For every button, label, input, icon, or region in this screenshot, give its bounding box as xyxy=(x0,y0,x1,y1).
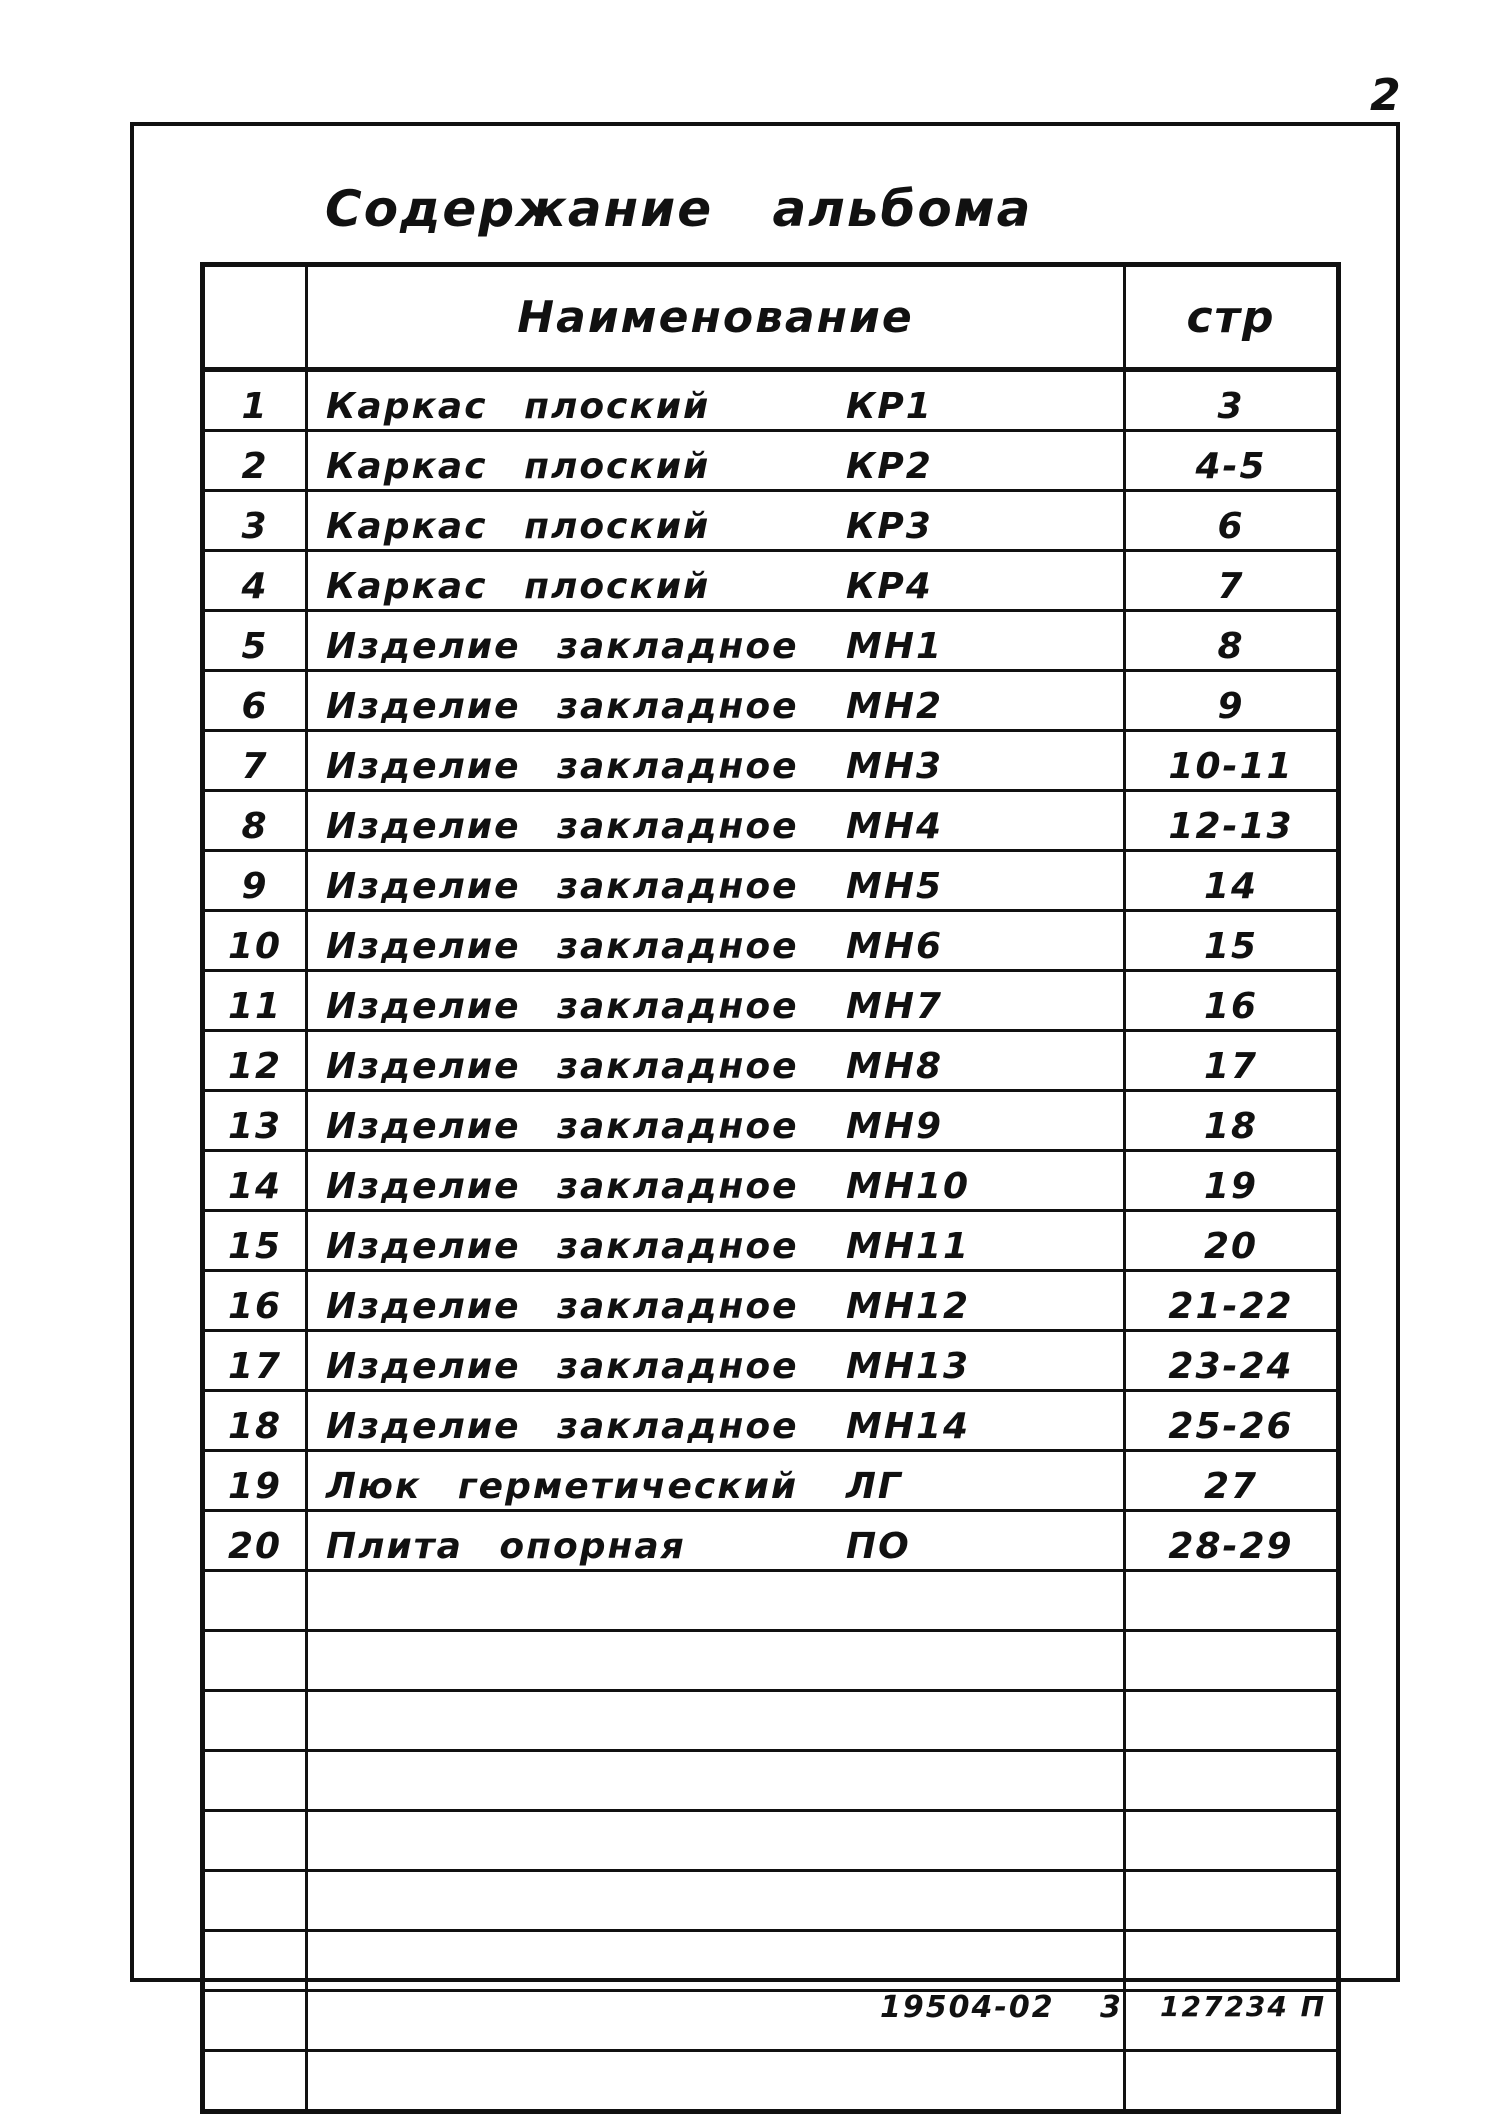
contents-table xyxy=(200,262,1341,2114)
item-description: Изделие закладное xyxy=(326,1226,799,1267)
row-page xyxy=(1125,1571,1339,1631)
row-number: 14 xyxy=(203,1151,307,1211)
row-page: 6 xyxy=(1125,491,1339,551)
table-row xyxy=(203,1331,1339,1391)
item-mark: ПО xyxy=(846,1526,911,1567)
row-name xyxy=(307,431,1125,491)
item-mark: КР1 xyxy=(846,386,933,427)
table-row xyxy=(203,1751,1339,1811)
row-number: 11 xyxy=(203,971,307,1031)
item-mark: МН5 xyxy=(846,866,944,907)
item-description: Плита опорная xyxy=(326,1526,686,1567)
row-name xyxy=(307,1031,1125,1091)
item-mark: КР3 xyxy=(846,506,933,547)
row-number: 4 xyxy=(203,551,307,611)
item-description: Изделие закладное xyxy=(326,1166,799,1207)
table-header-row xyxy=(203,265,1339,370)
row-number: 16 xyxy=(203,1271,307,1331)
header-page: стр xyxy=(1125,265,1339,370)
row-number: 10 xyxy=(203,911,307,971)
row-name xyxy=(307,1571,1125,1631)
row-name xyxy=(307,911,1125,971)
row-page: 18 xyxy=(1125,1091,1339,1151)
row-page: 8 xyxy=(1125,611,1339,671)
row-number xyxy=(203,1631,307,1691)
item-description: Изделие закладное xyxy=(326,806,799,847)
row-number xyxy=(203,1811,307,1871)
table-row xyxy=(203,1931,1339,1991)
row-name xyxy=(307,1151,1125,1211)
row-name xyxy=(307,370,1125,431)
page-number: 2 xyxy=(1370,70,1403,121)
item-description: Изделие закладное xyxy=(326,986,799,1027)
item-description: Каркас плоский xyxy=(326,386,711,427)
item-mark: ЛГ xyxy=(846,1466,903,1507)
row-number: 3 xyxy=(203,491,307,551)
row-page: 9 xyxy=(1125,671,1339,731)
row-page: 25-26 xyxy=(1125,1391,1339,1451)
sheet-number: 3 xyxy=(1100,1990,1123,2025)
item-description: Изделие закладное xyxy=(326,926,799,967)
row-number: 18 xyxy=(203,1391,307,1451)
table-row xyxy=(203,1271,1339,1331)
row-name xyxy=(307,611,1125,671)
table-row xyxy=(203,1211,1339,1271)
item-mark: МН4 xyxy=(846,806,944,847)
row-name xyxy=(307,671,1125,731)
row-page: 27 xyxy=(1125,1451,1339,1511)
table-row xyxy=(203,1511,1339,1571)
row-page: 7 xyxy=(1125,551,1339,611)
item-description: Люк герметический xyxy=(326,1466,799,1507)
row-page: 17 xyxy=(1125,1031,1339,1091)
row-page: 12-13 xyxy=(1125,791,1339,851)
item-mark: МН2 xyxy=(846,686,944,727)
table-row xyxy=(203,971,1339,1031)
item-description: Изделие закладное xyxy=(326,1106,799,1147)
row-name xyxy=(307,1931,1125,1991)
item-mark: МН3 xyxy=(846,746,944,787)
row-page: 15 xyxy=(1125,911,1339,971)
row-number: 1 xyxy=(203,370,307,431)
table-row xyxy=(203,731,1339,791)
row-number xyxy=(203,1871,307,1931)
item-mark: МН12 xyxy=(846,1286,971,1327)
item-description: Каркас плоский xyxy=(326,566,711,607)
table-row xyxy=(203,1091,1339,1151)
row-page: 19 xyxy=(1125,1151,1339,1211)
item-description: Изделие закладное xyxy=(326,686,799,727)
row-number: 7 xyxy=(203,731,307,791)
table-row xyxy=(203,551,1339,611)
row-number xyxy=(203,1751,307,1811)
row-number: 13 xyxy=(203,1091,307,1151)
row-number: 9 xyxy=(203,851,307,911)
item-description: Изделие закладное xyxy=(326,1286,799,1327)
row-name xyxy=(307,1751,1125,1811)
row-name xyxy=(307,971,1125,1031)
row-page: 20 xyxy=(1125,1211,1339,1271)
row-page xyxy=(1125,1871,1339,1931)
item-description: Изделие закладное xyxy=(326,626,799,667)
row-name xyxy=(307,491,1125,551)
row-number: 12 xyxy=(203,1031,307,1091)
item-description: Каркас плоский xyxy=(326,506,711,547)
row-name xyxy=(307,1451,1125,1511)
table-row xyxy=(203,1691,1339,1751)
table-row xyxy=(203,491,1339,551)
row-page xyxy=(1125,1631,1339,1691)
row-name xyxy=(307,1631,1125,1691)
table-row xyxy=(203,1811,1339,1871)
table-row xyxy=(203,851,1339,911)
row-name xyxy=(307,851,1125,911)
row-number: 15 xyxy=(203,1211,307,1271)
row-name xyxy=(307,1331,1125,1391)
table-row xyxy=(203,1031,1339,1091)
item-mark: МН9 xyxy=(846,1106,944,1147)
row-name xyxy=(307,791,1125,851)
row-number: 20 xyxy=(203,1511,307,1571)
row-page: 3 xyxy=(1125,370,1339,431)
row-page: 28-29 xyxy=(1125,1511,1339,1571)
row-name xyxy=(307,731,1125,791)
item-mark: МН14 xyxy=(846,1406,971,1447)
row-name xyxy=(307,1211,1125,1271)
row-number: 19 xyxy=(203,1451,307,1511)
row-name xyxy=(307,1091,1125,1151)
item-mark: КР4 xyxy=(846,566,933,607)
row-name xyxy=(307,1271,1125,1331)
row-number xyxy=(203,1691,307,1751)
item-description: Изделие закладное xyxy=(326,746,799,787)
row-number xyxy=(203,1931,307,1991)
table-row xyxy=(203,1631,1339,1691)
row-page xyxy=(1125,2051,1339,2112)
row-number xyxy=(203,1571,307,1631)
item-mark: МН6 xyxy=(846,926,944,967)
item-mark: МН11 xyxy=(846,1226,971,1267)
row-number: 17 xyxy=(203,1331,307,1391)
table-body xyxy=(203,370,1339,2112)
row-page xyxy=(1125,1691,1339,1751)
table-row xyxy=(203,611,1339,671)
item-mark: МН13 xyxy=(846,1346,971,1387)
row-name xyxy=(307,1811,1125,1871)
item-mark: МН8 xyxy=(846,1046,944,1087)
album-title: Содержание альбома xyxy=(325,180,1033,238)
table-row xyxy=(203,1391,1339,1451)
table-row xyxy=(203,1571,1339,1631)
row-page: 21-22 xyxy=(1125,1271,1339,1331)
item-mark: КР2 xyxy=(846,446,933,487)
item-mark: МН7 xyxy=(846,986,944,1027)
row-page xyxy=(1125,1811,1339,1871)
row-page: 14 xyxy=(1125,851,1339,911)
row-name xyxy=(307,1691,1125,1751)
table-row xyxy=(203,911,1339,971)
row-number: 6 xyxy=(203,671,307,731)
row-name xyxy=(307,1391,1125,1451)
row-page: 16 xyxy=(1125,971,1339,1031)
item-description: Каркас плоский xyxy=(326,446,711,487)
row-name xyxy=(307,1871,1125,1931)
row-name xyxy=(307,1511,1125,1571)
row-number xyxy=(203,1991,307,2051)
table-row xyxy=(203,1871,1339,1931)
row-page: 23-24 xyxy=(1125,1331,1339,1391)
row-page xyxy=(1125,1751,1339,1811)
item-mark: МН1 xyxy=(846,626,944,667)
row-page: 10-11 xyxy=(1125,731,1339,791)
item-description: Изделие закладное xyxy=(326,1346,799,1387)
table-row xyxy=(203,791,1339,851)
item-description: Изделие закладное xyxy=(326,1046,799,1087)
table-row xyxy=(203,370,1339,431)
item-description: Изделие закладное xyxy=(326,866,799,907)
row-page: 4-5 xyxy=(1125,431,1339,491)
row-name xyxy=(307,2051,1125,2112)
header-number xyxy=(203,265,307,370)
row-number: 5 xyxy=(203,611,307,671)
row-number: 8 xyxy=(203,791,307,851)
document-code: 19504-02 xyxy=(880,1990,1055,2025)
table-row xyxy=(203,1151,1339,1211)
inventory-number: 127234 П xyxy=(1160,1990,1327,2023)
row-page xyxy=(1125,1931,1339,1991)
row-number xyxy=(203,2051,307,2112)
item-mark: МН10 xyxy=(846,1166,971,1207)
header-name: Наименование xyxy=(307,265,1125,370)
item-description: Изделие закладное xyxy=(326,1406,799,1447)
row-name xyxy=(307,551,1125,611)
table-row xyxy=(203,431,1339,491)
table-row xyxy=(203,1451,1339,1511)
table-row xyxy=(203,2051,1339,2112)
row-number: 2 xyxy=(203,431,307,491)
table-row xyxy=(203,671,1339,731)
